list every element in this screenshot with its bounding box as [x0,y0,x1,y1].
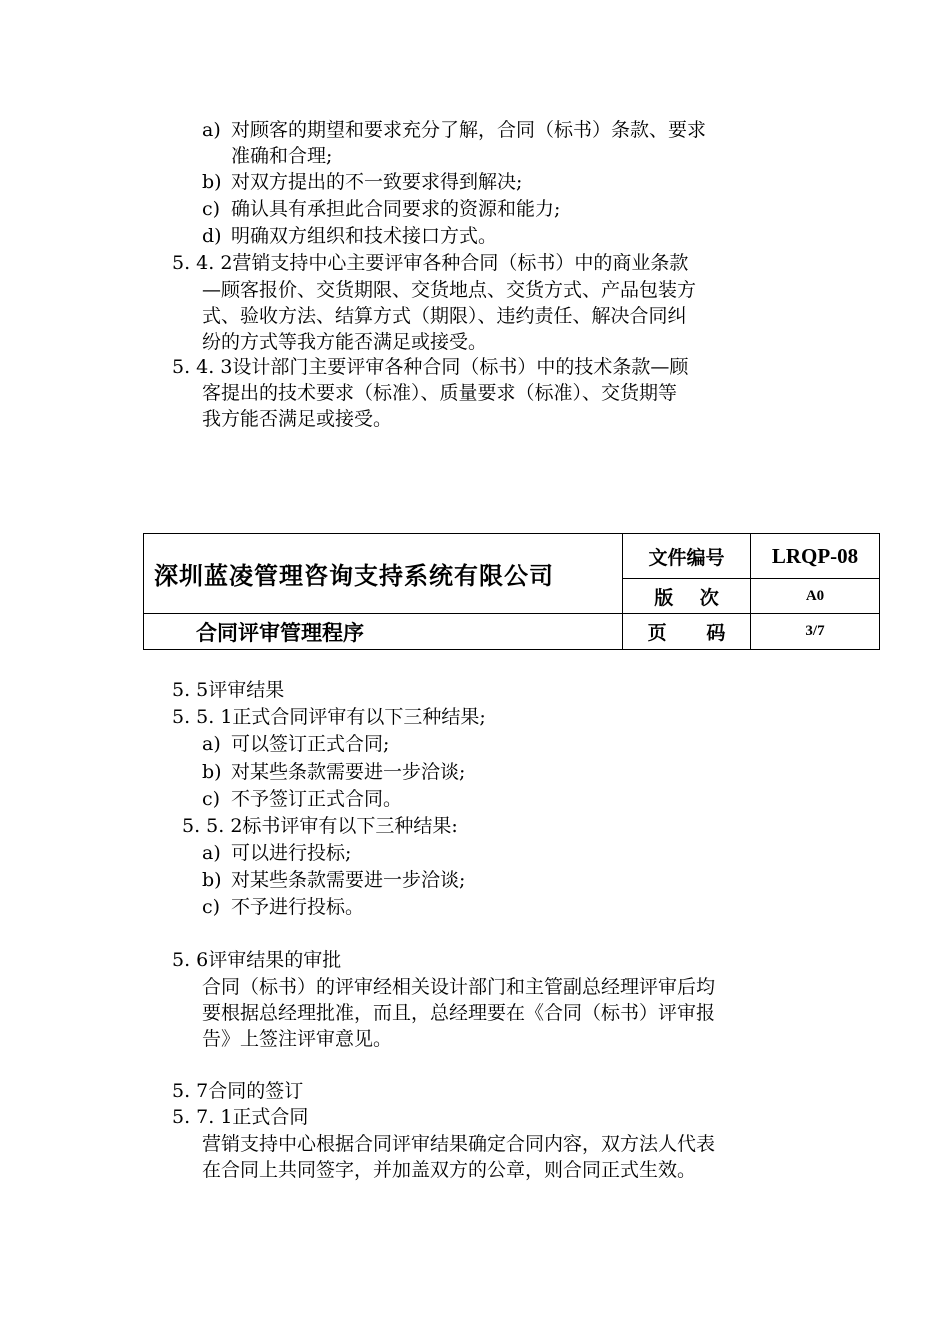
version-value: A0 [751,579,880,614]
list-item [202,169,522,195]
section-5-4-3-line: 我方能否满足或接受。 [202,408,393,430]
list-label: c) [202,896,221,918]
procedure-title: 合同评审管理程序 [144,614,623,650]
paragraph-line: 要根据总经理批准，而且，总经理要在《合同（标书）评审报 [202,1002,716,1024]
list-text: 对某些条款需要进一步洽谈; [231,761,466,783]
version-label: 版 次 [623,579,751,614]
paragraph-line: 在合同上共同签字，并加盖双方的公章，则合同正式生效。 [202,1159,697,1181]
section-heading: 5. 6评审结果的审批 [172,949,342,971]
doc-number-value: LRQP-08 [751,534,880,579]
list-item [202,223,497,249]
list-label: a) [202,119,221,141]
list-label: b) [202,761,222,783]
list-text: 确认具有承担此合同要求的资源和能力; [231,198,561,220]
paragraph-line: 告》上签注评审意见。 [202,1028,393,1050]
document-header-table [143,533,880,650]
list-item [202,867,465,893]
paragraph-line: 合同（标书）的评审经相关设计部门和主管副总经理评审后均 [202,976,716,998]
company-name: 深圳蓝凌管理咨询支持系统有限公司 [144,534,623,614]
list-text: 可以进行投标; [231,842,352,864]
list-text: 可以签订正式合同; [231,733,390,755]
list-label: a) [202,842,221,864]
list-text: 对某些条款需要进一步洽谈; [231,869,466,891]
section-5-4-3-line: 5. 4. 3设计部门主要评审各种合同（标书）中的技术条款—顾 [172,356,689,378]
list-item [202,894,364,920]
section-5-4-2-line: 纷的方式等我方能否满足或接受。 [202,331,488,353]
list-label: b) [202,171,222,193]
section-heading: 5. 5. 2标书评审有以下三种结果: [182,815,458,837]
section-5-4-3-line: 客提出的技术要求（标准）、质量要求（标准）、交货期等 [202,382,678,404]
section-heading: 5. 5评审结果 [172,679,285,701]
section-heading: 5. 7合同的签订 [172,1080,304,1102]
list-text: 明确双方组织和技术接口方式。 [231,225,498,247]
list-text: 对双方提出的不一致要求得到解决; [231,171,523,193]
list-label: b) [202,869,222,891]
list-label: d) [202,225,222,247]
list-label: a) [202,733,221,755]
list-item-continuation: 准确和合理; [231,145,333,167]
list-item [202,759,465,785]
section-5-4-2-line: 式、验收方法、结算方式（期限）、违约责任、解决合同纠 [202,305,687,327]
list-text: 不予进行投标。 [231,896,365,918]
list-item [202,840,351,866]
doc-number-label: 文件编号 [623,534,751,579]
list-label: c) [202,788,221,810]
list-item [202,786,402,812]
section-5-4-2-line: 5. 4. 2营销支持中心主要评审各种合同（标书）中的商业条款 [172,252,689,274]
page-label: 页 码 [623,614,751,650]
paragraph-line: 营销支持中心根据合同评审结果确定合同内容，双方法人代表 [202,1133,716,1155]
list-text: 对顾客的期望和要求充分了解，合同（标书）条款、要求 [231,119,707,141]
list-label: c) [202,198,221,220]
list-item [202,196,560,222]
section-heading: 5. 5. 1正式合同评审有以下三种结果; [172,706,486,728]
list-text: 不予签订正式合同。 [231,788,403,810]
section-heading: 5. 7. 1正式合同 [172,1106,309,1128]
section-5-4-2-line: —顾客报价、交货期限、交货地点、交货方式、产品包装方 [202,279,697,301]
page-number: 3/7 [751,614,880,650]
list-item [202,117,706,143]
list-item [202,731,389,757]
